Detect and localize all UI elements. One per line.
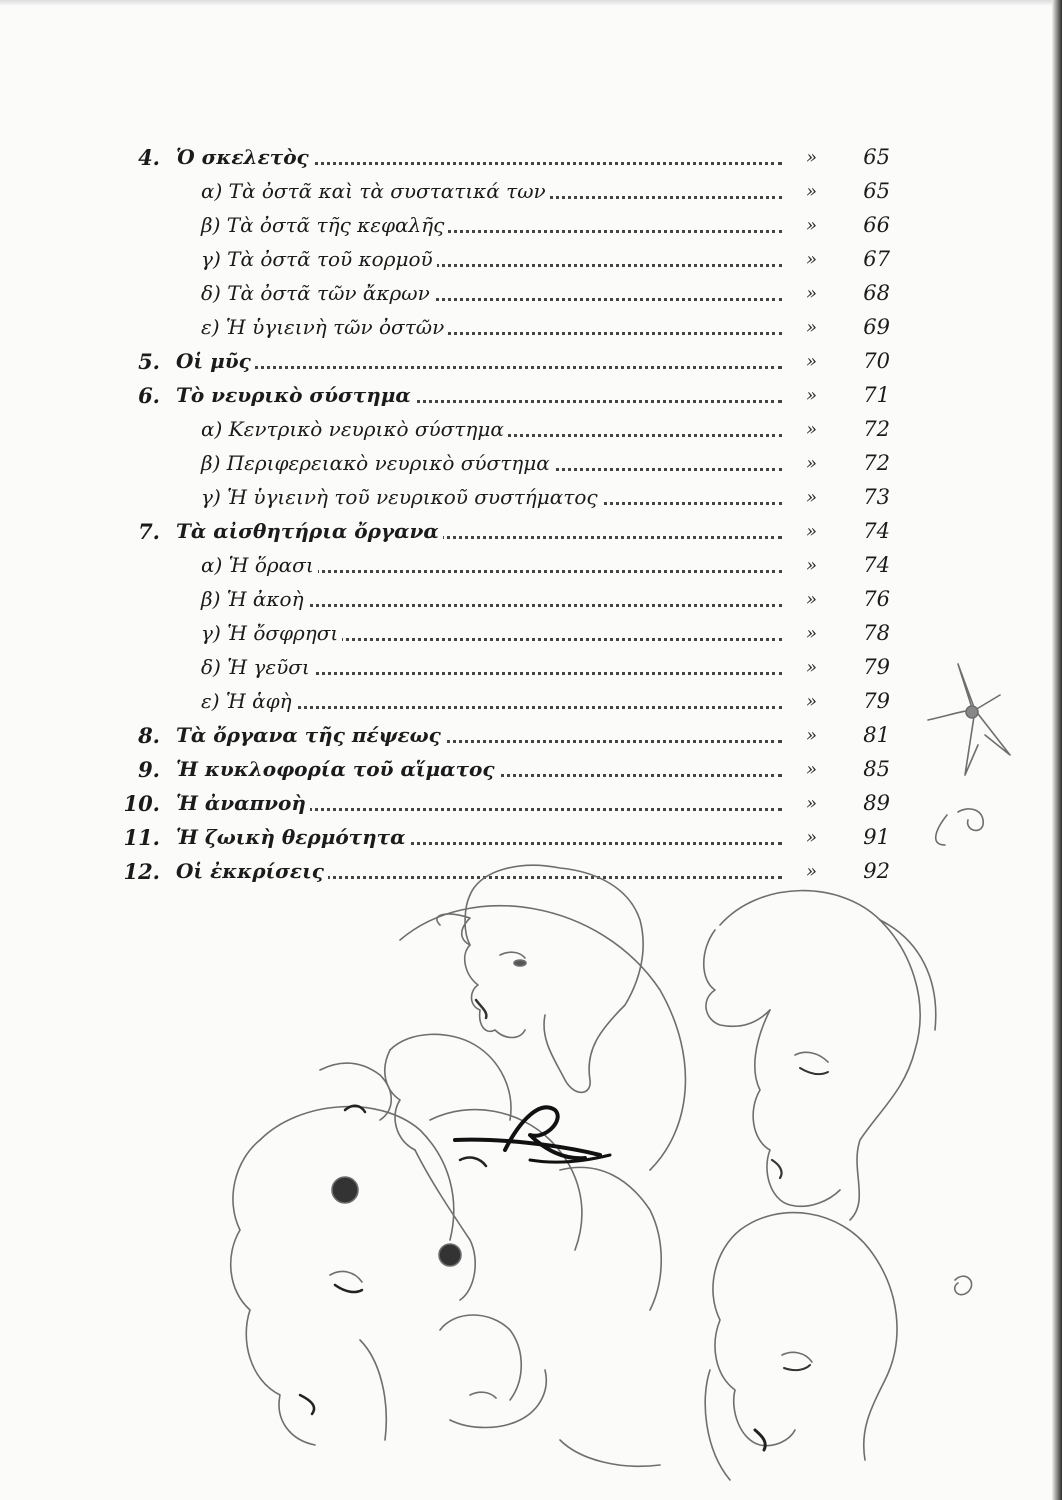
toc-entry-number: 5. bbox=[138, 349, 160, 374]
toc-entry-ref-mark: » bbox=[806, 691, 818, 712]
toc-entry-page-number: 69 bbox=[863, 315, 890, 339]
toc-entry-ref-mark: » bbox=[806, 759, 818, 780]
toc-entry-title: γ) Τὰ ὀστᾶ τοῦ κορμοῦ bbox=[201, 247, 437, 271]
toc-entry-ref-mark: » bbox=[806, 521, 818, 542]
toc-entry-page-number: 92 bbox=[863, 859, 890, 883]
toc-entry-number: 4. bbox=[138, 145, 160, 170]
toc-entry-title: β) Τὰ ὀστᾶ τῆς κεφαλῆς bbox=[201, 213, 448, 237]
toc-entry-page-number: 73 bbox=[863, 485, 890, 509]
toc-entry-ref-mark: » bbox=[806, 453, 818, 474]
toc-entry-ref-mark: » bbox=[806, 487, 818, 508]
toc-entry bbox=[0, 519, 1062, 549]
toc-entry bbox=[0, 145, 1062, 175]
toc-entry-ref-mark: » bbox=[806, 215, 818, 236]
toc-entry-title: Ἡ κυκλοφορία τοῦ αἵματος bbox=[176, 757, 499, 781]
toc-entry-number: 6. bbox=[138, 383, 160, 408]
toc-entry-page-number: 72 bbox=[863, 451, 890, 475]
toc-entry-title: Ὁ σκελετὸς bbox=[176, 145, 313, 169]
toc-entry bbox=[0, 451, 1062, 481]
toc-entry bbox=[0, 757, 1062, 787]
toc-entry-page-number: 89 bbox=[863, 791, 890, 815]
toc-entry-page-number: 74 bbox=[863, 519, 890, 543]
toc-entry-number: 12. bbox=[123, 859, 160, 884]
toc-entry-page-number: 76 bbox=[863, 587, 890, 611]
toc-entry bbox=[0, 315, 1062, 345]
toc-entry-ref-mark: » bbox=[806, 283, 818, 304]
toc-entry-title: Τὰ ὄργανα τῆς πέψεως bbox=[176, 723, 445, 747]
toc-entry bbox=[0, 213, 1062, 243]
toc-entry bbox=[0, 281, 1062, 311]
toc-entry-number: 8. bbox=[138, 723, 160, 748]
toc-entry-page-number: 78 bbox=[863, 621, 890, 645]
toc-entry-title: β) Περιφερειακὸ νευρικὸ σύστημα bbox=[201, 451, 554, 475]
toc-entry-title: α) Κεντρικὸ νευρικὸ σύστημα bbox=[201, 417, 508, 441]
toc-entry-ref-mark: » bbox=[806, 147, 818, 168]
toc-entry-title: ε) Ἡ ἁφὴ bbox=[201, 689, 296, 713]
toc-entry bbox=[0, 383, 1062, 413]
toc-entry-title: δ) Ἡ γεῦσι bbox=[201, 655, 314, 679]
toc-entry-page-number: 66 bbox=[863, 213, 890, 237]
toc-entry bbox=[0, 485, 1062, 515]
toc-entry-ref-mark: » bbox=[806, 351, 818, 372]
toc-entry-leader-dots bbox=[176, 366, 782, 369]
toc-entry bbox=[0, 587, 1062, 617]
toc-entry-ref-mark: » bbox=[806, 249, 818, 270]
toc-entry-page-number: 70 bbox=[863, 349, 890, 373]
toc-entry bbox=[0, 553, 1062, 583]
toc-entry-page-number: 65 bbox=[863, 145, 890, 169]
toc-entry bbox=[0, 655, 1062, 685]
toc-entry-page-number: 79 bbox=[863, 655, 890, 679]
toc-entry-page-number: 71 bbox=[863, 383, 890, 407]
toc-entry-page-number: 79 bbox=[863, 689, 890, 713]
toc-entry-page-number: 72 bbox=[863, 417, 890, 441]
toc-entry-ref-mark: » bbox=[806, 827, 818, 848]
toc-entry-title: Οἱ μῦς bbox=[176, 349, 255, 373]
toc-entry-number: 10. bbox=[123, 791, 160, 816]
toc-entry-page-number: 67 bbox=[863, 247, 890, 271]
toc-entry-title: ε) Ἡ ὑγιεινὴ τῶν ὀστῶν bbox=[201, 315, 448, 339]
toc-entry-title: δ) Τὰ ὀστᾶ τῶν ἄκρων bbox=[201, 281, 434, 305]
toc-entry-title: γ) Ἡ ὄσφρησι bbox=[201, 621, 342, 645]
toc-entry-title: Ἡ ζωικὴ θερμότητα bbox=[176, 825, 410, 849]
toc-entry-title: α) Τὰ ὀστᾶ καὶ τὰ συστατικά των bbox=[201, 179, 550, 203]
toc-entry bbox=[0, 417, 1062, 447]
toc-entry-title: Τὸ νευρικὸ σύστημα bbox=[176, 383, 415, 407]
toc-entry-page-number: 91 bbox=[863, 825, 890, 849]
toc-entry bbox=[0, 723, 1062, 753]
toc-entry-number: 7. bbox=[138, 519, 160, 544]
toc-entry-ref-mark: » bbox=[806, 725, 818, 746]
toc-entry-page-number: 85 bbox=[863, 757, 890, 781]
toc-entry-ref-mark: » bbox=[806, 793, 818, 814]
page-right-edge bbox=[1052, 0, 1062, 1500]
toc-entry-title: β) Ἡ ἀκοὴ bbox=[201, 587, 308, 611]
toc-entry-title: Ἡ ἀναπνοὴ bbox=[176, 791, 310, 815]
toc-entry-number: 9. bbox=[138, 757, 160, 782]
toc-entry-ref-mark: » bbox=[806, 555, 818, 576]
toc-entry-ref-mark: » bbox=[806, 181, 818, 202]
toc-entry-ref-mark: » bbox=[806, 861, 818, 882]
toc-entry bbox=[0, 349, 1062, 379]
toc-entry bbox=[0, 689, 1062, 719]
toc-entry bbox=[0, 859, 1062, 889]
toc-entry-title: α) Ἡ ὅρασι bbox=[201, 553, 318, 577]
toc-entry-page-number: 74 bbox=[863, 553, 890, 577]
toc-entry-ref-mark: » bbox=[806, 419, 818, 440]
toc-entry-ref-mark: » bbox=[806, 589, 818, 610]
toc-entry-ref-mark: » bbox=[806, 623, 818, 644]
toc-entry-title: Τὰ αἰσθητήρια ὄργανα bbox=[176, 519, 443, 543]
toc-entry-title: Οἱ ἐκκρίσεις bbox=[176, 859, 328, 883]
toc-entry-page-number: 81 bbox=[863, 723, 890, 747]
toc-entry bbox=[0, 621, 1062, 651]
toc-entry-ref-mark: » bbox=[806, 317, 818, 338]
toc-entry-number: 11. bbox=[123, 825, 160, 850]
toc-entry-page-number: 65 bbox=[863, 179, 890, 203]
toc-entry bbox=[0, 825, 1062, 855]
toc-entry bbox=[0, 247, 1062, 277]
toc-entry-ref-mark: » bbox=[806, 385, 818, 406]
toc-entry bbox=[0, 791, 1062, 821]
toc-entry bbox=[0, 179, 1062, 209]
toc-entry-page-number: 68 bbox=[863, 281, 890, 305]
toc-entry-title: γ) Ἡ ὑγιεινὴ τοῦ νευρικοῦ συστήματος bbox=[201, 485, 602, 509]
toc-entry-ref-mark: » bbox=[806, 657, 818, 678]
